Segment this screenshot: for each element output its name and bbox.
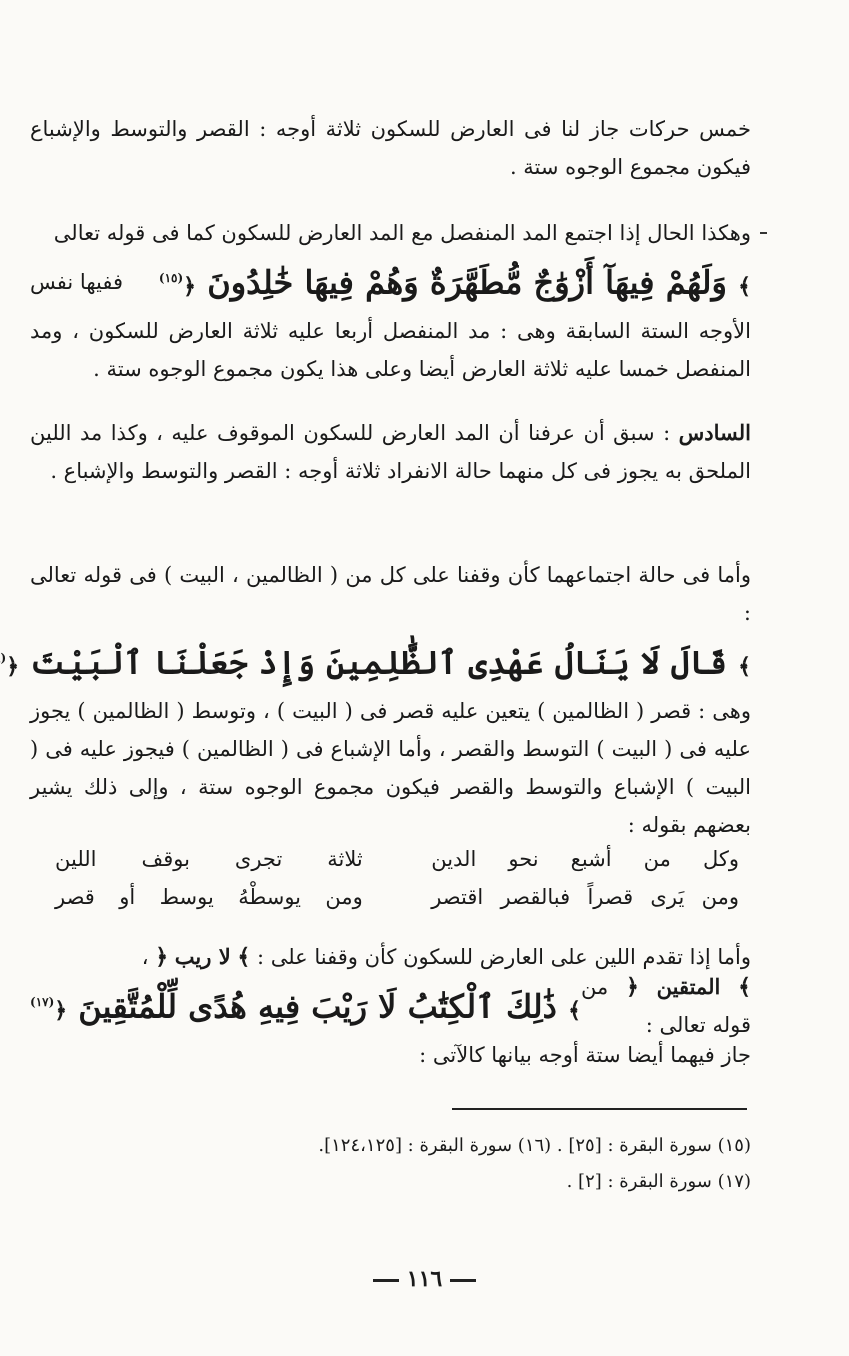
page-number [0, 1266, 849, 1292]
paragraph-intro: وهكذا الحال إذا اجتمع المد المنفصل مع المد العارض للسكون كما فى قوله تعالى [53, 221, 751, 245]
verse-text: ذَٰلِكَ ٱلْكِتَٰبُ لَا رَيْبَ فِيهِ هُدًى لِّلْمُتَّقِينَ [78, 987, 557, 1026]
paragraph-intro: وأما إذا تقدم اللين على العارض للسكون كأن وقفنا على : [256, 945, 751, 969]
quran-verse-line [30, 252, 751, 312]
paragraph-intro-line: وأما إذا تقدم اللين على العارض للسكون كأن وقفنا على : ﴾ لا ريب ﴿ ، [141, 944, 751, 970]
paragraph-separated-madd [30, 214, 751, 388]
quran-verse [30, 972, 581, 1041]
verse-open-bracket: ﴾ [568, 997, 581, 1024]
quoted-word: لا ريب [174, 944, 231, 969]
verse-lead-text: من قوله تعالى : [580, 975, 751, 1037]
verse-open-bracket: ﴾ [738, 653, 751, 680]
quoted-word: المتقين [656, 974, 721, 999]
section-heading: السادس [678, 420, 751, 445]
page-number-text: ١١٦ [406, 1266, 443, 1292]
paragraph-combination [0, 556, 751, 844]
paragraph-body [30, 414, 751, 490]
verse-open-bracket: ﴾ [738, 273, 751, 300]
poem-hemistich-left: ثلاثة تجرى بوقف اللين [55, 847, 363, 871]
footnotes [151, 1128, 751, 1200]
paragraph-text: خمس حركات جاز لنا فى العارض للسكون ثلاثة أوجه : القصر والتوسط والإشباع فيكون مجموع الوجوه ستة . [30, 117, 751, 179]
paragraph-text: وهى : قصر ( الظالمين ) يتعين عليه قصر فى ( البيت ) ، وتوسط ( الظالمين ) يجوز عليه فى ( البيت ) التوسط والقصر ، وأما الإشباع فى ( الظالمين ) فيجوز عليه فى ( البيت ) الإشباع والتوسط والقصر فيكون مجموع الوجوه ستة ، وإلى ذلك يشير بعضهم بقوله : [30, 699, 751, 837]
verse-close-bracket: ﴿ [54, 997, 68, 1024]
verse-tail-text: ففيها نفس [30, 270, 123, 294]
footnote-ref: ( [0, 650, 7, 665]
verse-lead [581, 968, 751, 1044]
paragraph-sixth [30, 414, 751, 490]
poem-hemistich-right: وكل من أشبع نحو الدين [431, 847, 739, 871]
word-open-bracket: ﴾ [738, 974, 751, 1000]
footnote: (١٥) سورة البقرة : [٢٥] . (١٦) سورة البقرة : [١٢٤،١٢٥]. [318, 1135, 751, 1156]
poem [55, 840, 739, 916]
poem-hemistich-right: ومن يَرى قصراً فبالقصر اقتصر [431, 885, 739, 909]
page-number-dash [450, 1279, 476, 1282]
footnote: (١٧) سورة البقرة : [٢] . [566, 1171, 751, 1192]
footnote-ref: (١٥) [158, 270, 184, 285]
word-close-bracket: ﴿ [625, 974, 639, 1000]
page-number-dash [373, 1279, 399, 1282]
paragraph-text: : سبق أن عرفنا أن المد العارض للسكون الموقوف عليه ، وكذا مد اللين الملحق به يجوز فى كل منهما حالة الانفراد ثلاثة أوجه : القصر والتوسط والإشباع . [30, 421, 751, 483]
margin-mark [760, 232, 767, 234]
footnote-ref: (١٧) [30, 994, 55, 1009]
verse-close-bracket: ﴿ [183, 273, 197, 300]
word-close-bracket: ﴿ [155, 944, 169, 970]
poem-row [55, 878, 739, 916]
poem-hemistich-left: ومن يوسطْهُ يوسط أو قصر [55, 885, 363, 909]
verse-text: قَالَ لَا يَنَالُ عَهْدِى ٱلظَّٰلِمِينَ وَإِذْ جَعَلْنَا ٱلْبَيْتَ [30, 643, 727, 682]
paragraph-continuation [30, 110, 751, 186]
paragraph-text: جاز فيهما أيضا ستة أوجه بيانها كالآتى : [419, 1043, 751, 1067]
footnote-separator [452, 1108, 747, 1110]
quran-verse [0, 628, 751, 697]
paragraph-intro: وأما فى حالة اجتماعهما كأن وقفنا على كل من ( الظالمين ، البيت ) فى قوله تعالى : [30, 563, 751, 625]
verse-close-bracket: ﴿ [6, 653, 20, 680]
quran-verse [159, 248, 751, 317]
word-open-bracket: ﴾ [237, 944, 251, 970]
paragraph-text: الأوجه الستة السابقة وهى : مد المنفصل أربعا عليه ثلاثة العارض للسكون ، ومد المنفصل خمسا عليه ثلاثة العارض أيضا وعلى هذا يكون مجموع الوجوه ستة . [30, 319, 751, 381]
paragraph-leen-before [30, 938, 751, 1074]
quran-verse-line [0, 632, 751, 692]
quran-verse-line [30, 976, 751, 1036]
verse-text: وَلَهُمْ فِيهَآ أَزْوَٰجٌ مُّطَهَّرَةٌ وَهُمْ فِيهَا خَٰلِدُونَ [207, 263, 727, 302]
poem-row [55, 840, 739, 878]
